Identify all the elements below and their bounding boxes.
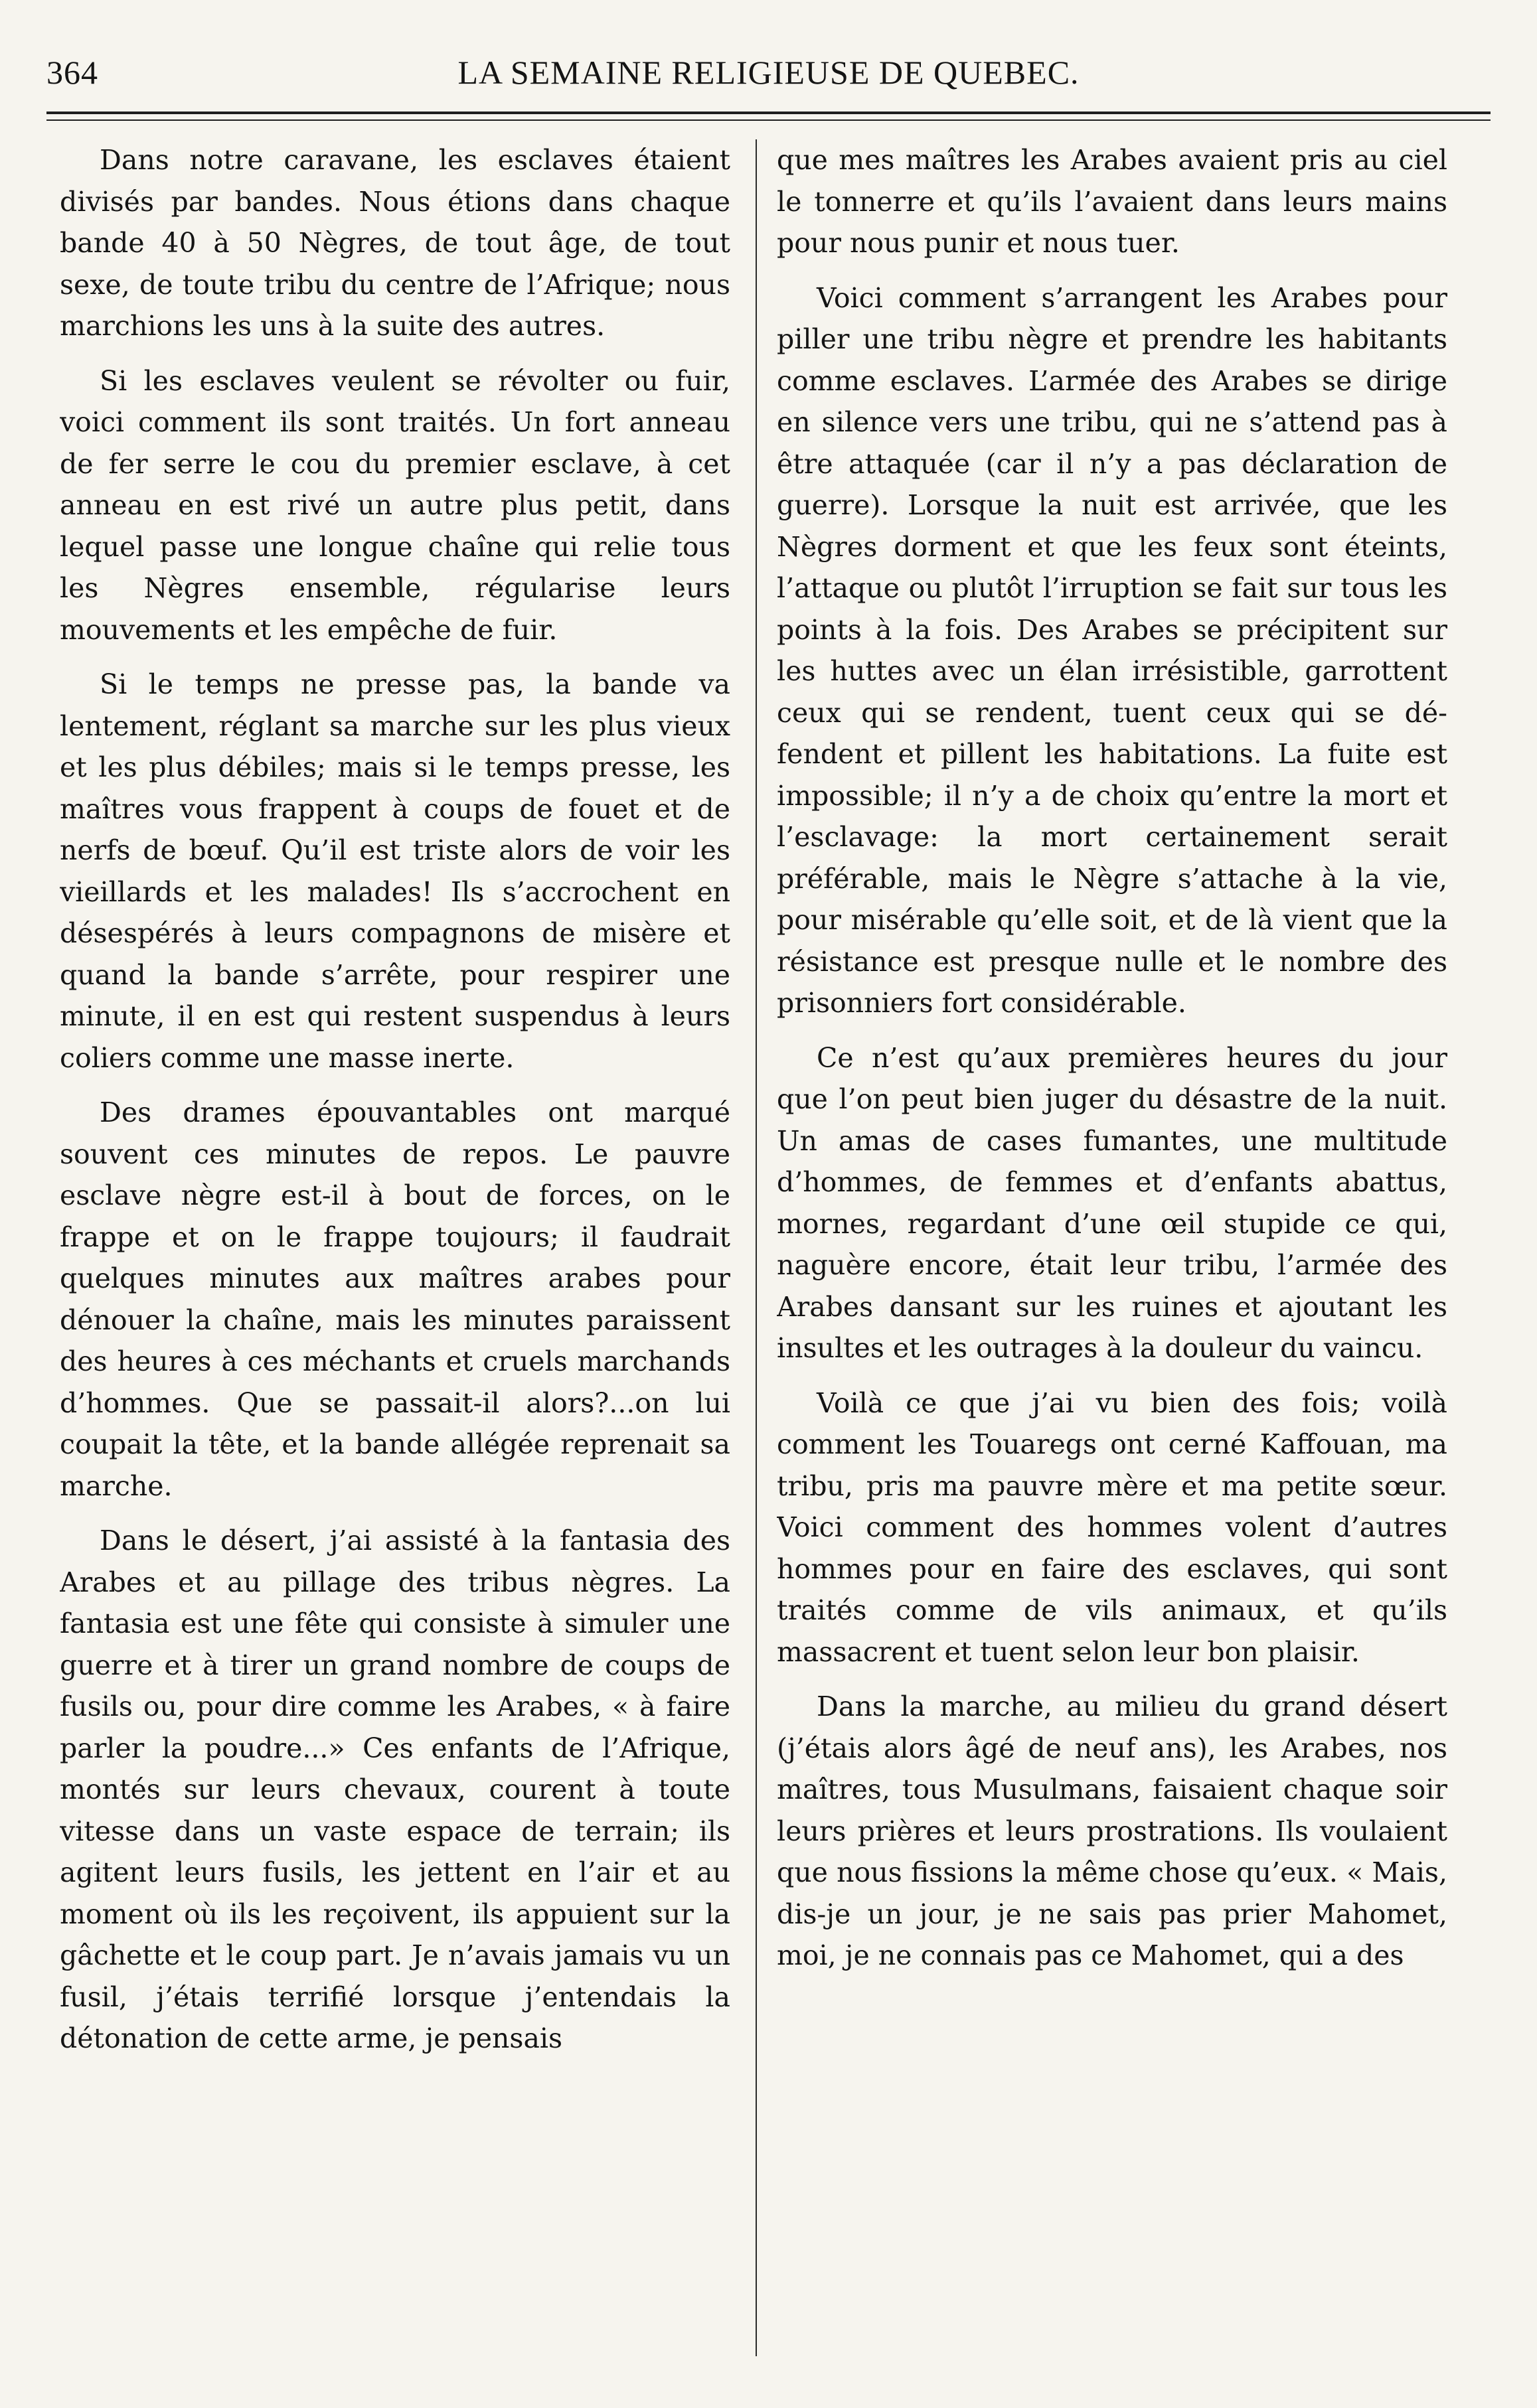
paragraph: Des drames épouvantables ont marqué souvent ces minutes de repos. Le pauvre esclave nègre est-il à bout de forces, on le frappe et on le frappe toujours; il faudrait quelques minutes aux maîtres arabes pour dénouer la chaîne, mais les minutes paraissent des heures à ces méchants et cruels marchands d’hommes. Que se passait-il alors?...on lui coupait la tête, et la bande allégée reprenait sa marche.	[60, 1096, 730, 1502]
right-column	[777, 139, 1447, 2383]
paragraph: Voilà ce que j’ai vu bien des fois; voilà comment les Touaregs ont cerné Kaffouan, ma tribu, pris ma pauvre mère et ma petite sœur. Voici comment des hommes volent d’autres hommes pour en faire des esclaves, qui sont traités comme de vils animaux, et qu’ils massacrent et tuent selon leur bon plaisir.	[777, 1387, 1447, 1668]
paragraph-continued: que mes maîtres les Arabes avaient pris au ciel le tonnerre et qu’ils l’avaient dans leurs mains pour nous punir et nous tuer.	[777, 144, 1447, 259]
page-header	[46, 46, 1491, 100]
paragraph: Dans le désert, j’ai assisté à la fantasia des Arabes et au pillage des tribus nègres. La fantasia est une fête qui consiste à simuler une guerre et à tirer un grand nombre de coups de fusils ou, pour dire comme les Arabes, « à faire parler la poudre...» Ces enfants de l’Afrique, montés sur leurs chevaux, courent à toute vitesse dans un vaste espace de terrain; ils agitent leurs fusils, les jettent en l’air et au moment où ils les reçoivent, ils appuient sur la gâchette et le coup part. Je n’avais jamais vu un fusil, j’étais terrifié lorsque j’entendais la détonation de cette arme, je pensais	[60, 1525, 730, 2054]
header-rule-thick	[46, 112, 1491, 114]
column-divider	[756, 139, 757, 2356]
paragraph: Si les esclaves veulent se révolter ou fuir, voici comment ils sont traités. Un fort anneau de fer serre le cou du premier esclave, à cet anneau en est rivé un autre plus petit, dans lequel passe une longue chaîne qui relie tous les Nègres ensemble, régularise leurs mouvements et les empêche de fuir.	[60, 364, 730, 646]
paragraph: Ce n’est qu’aux premières heures du jour que l’on peut bien juger du désastre de la nuit. Un amas de cases fumantes, une multitude d’hommes, de femmes et d’enfants abattus, mornes, regardant d’une œil stupide ce qui, naguère encore, était leur tribu, l’armée des Arabes dansant sur les ruines et ajoutant les insultes et les outrages à la douleur du vaincu.	[777, 1041, 1447, 1364]
paragraph: Dans la marche, au milieu du grand désert (j’étais alors âgé de neuf ans), les Arabes, nos maîtres, tous Musulmans, faisaient chaque soir leurs prières et leurs prostrations. Ils voulaient que nous fissions la même chose qu’eux. « Mais, dis-je un jour, je ne sais pas prier Mahomet, moi, je ne connais pas ce Mahomet, qui a des	[777, 1691, 1447, 1971]
paragraph: Si le temps ne presse pas, la bande va lentement, réglant sa marche sur les plus vieux et les plus débiles; mais si le temps presse, les maîtres vous frappent à coups de fouet et de nerfs de bœuf. Qu’il est triste alors de voir les vieillards et les malades! Ils s’accrochent en désespérés à leurs compagnons de misère et quand la bande s’arrête, pour respirer une minute, il en est qui restent suspendus à leurs coliers comme une masse inerte.	[60, 668, 730, 1074]
left-column	[60, 139, 730, 2383]
paragraph: Voici comment s’arrangent les Arabes pour piller une tribu nègre et prendre les habitants comme esclaves. L’armée des Arabes se dirige en silence vers une tribu, qui ne s’attend pas à être attaquée (car il n’y a pas déclaration de guerre). Lorsque la nuit est arrivée, que les Nègres dorment et que les feux sont éteints, l’attaque ou plutôt l’irruption se fait sur tous les points à la fois. Des Arabes se précipitent sur les huttes avec un élan irrésistible, garrottent ceux qui se rendent, tuent ceux qui se défendent et pillent les habitations. La fuite est impossible; il n’y a de choix qu’entre la mort et l’esclavage: la mort certainement serait préférable, mais le Nègre s’attache à la vie, pour misérable qu’elle soit, et de là vient que la résistance est presque nulle et le nombre des prisonniers fort considérable.	[777, 281, 1447, 1019]
running-title: LA SEMAINE RELIGIEUSE DE QUEBEC.	[457, 54, 1080, 91]
paragraph: Dans notre caravane, les esclaves étaient divisés par bandes. Nous étions dans chaque bande 40 à 50 Nègres, de tout âge, de tout sexe, de toute tribu du centre de l’Afrique; nous marchions les uns à la suite des autres.	[60, 144, 730, 342]
page-number: 364	[46, 54, 98, 91]
text-columns	[60, 139, 1487, 2383]
header-rule-thin	[46, 119, 1491, 121]
